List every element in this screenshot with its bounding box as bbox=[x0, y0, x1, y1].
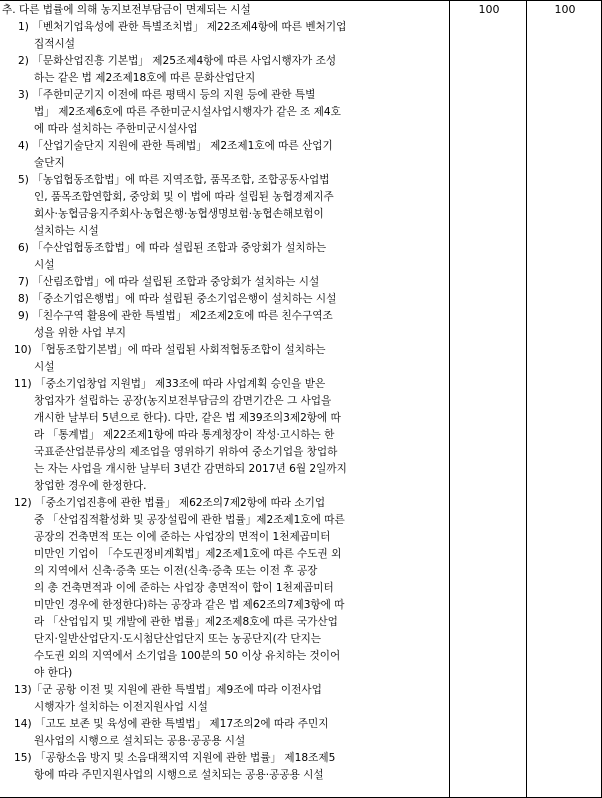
description-line: 12) 「중소기업진흥에 관한 법률」 제62조의7제2항에 따라 소기업 bbox=[14, 497, 326, 509]
description-line: 개시한 날부터 5년으로 한다). 다만, 같은 법 제39조의3제2항에 따 bbox=[34, 412, 341, 424]
description-line: 법」 제2조제6호에 따른 주한미군시설사업시행자가 같은 조 제4호 bbox=[34, 106, 341, 118]
column-divider-a bbox=[526, 1, 527, 797]
value-cell-a: 100 bbox=[478, 3, 500, 16]
description-line: 미만인 경우에 한정한다)하는 공장과 같은 법 제62조의7제3항에 따 bbox=[34, 599, 345, 611]
description-line: 5) 「농업협동조합법」에 따른 지역조합, 품목조합, 조합공동사업법 bbox=[18, 174, 330, 186]
description-line: 창업한 경우에 한정한다. bbox=[34, 480, 147, 492]
description-line: 4) 「산업기술단지 지원에 관한 특례법」 제2조제1호에 따른 산업기 bbox=[18, 140, 333, 152]
description-line: 단지·일반산업단지·도시첨단산업단지 또는 농공단지(각 단지는 bbox=[34, 633, 322, 645]
description-line: 국표준산업분류상의 제조업을 영위하기 위하여 중소기업을 창업하 bbox=[34, 446, 338, 458]
description-line: 설치하는 시설 bbox=[34, 225, 99, 237]
description-line: 8) 「중소기업은행법」에 따라 설립된 중소기업은행이 설치하는 시설 bbox=[18, 293, 337, 305]
description-line: 술단지 bbox=[34, 157, 65, 169]
description-line: 의 총 건축면적과 이에 준하는 사업장 총면적이 합이 1천제곱미터 bbox=[34, 582, 334, 594]
description-line: 3) 「주한미군기지 이전에 따른 평택시 등의 지원 등에 관한 특별 bbox=[18, 89, 316, 101]
description-line: 13)「군 공항 이전 및 지원에 관한 특별법」제9조에 따라 이전사업 bbox=[14, 684, 322, 696]
description-line: 원사업의 시행으로 설치되는 공용·공공용 시설 bbox=[34, 735, 246, 747]
description-line: 1) 「벤처기업육성에 관한 특별조치법」 제22조제4항에 따른 벤처기업 bbox=[18, 21, 347, 33]
description-line: 수도권 외의 지역에서 소기업을 100분의 50 이상 유치하는 것이어 bbox=[34, 650, 341, 662]
description-line: 10) 「협동조합기본법」에 따라 설립된 사회적협동조합이 설치하는 bbox=[14, 344, 326, 356]
description-line: 인, 품목조합연합회, 중앙회 및 이 법에 따라 설립된 농협경제지주 bbox=[34, 191, 334, 203]
description-line: 11) 「중소기업창업 지원법」 제33조에 따라 사업계획 승인을 받은 bbox=[14, 378, 326, 390]
description-line: 6) 「수산업협동조합법」에 따라 설립된 조합과 중앙회가 설치하는 bbox=[18, 242, 327, 254]
description-line: 15) 「공항소음 방지 및 소음대책지역 지원에 관한 법률」 제18조제5 bbox=[14, 752, 336, 764]
description-line: 의 지역에서 신축·증축 또는 이전(신축·증축 또는 이전 후 공장 bbox=[34, 565, 318, 577]
description-line: 항에 따라 주민지원사업의 시행으로 설치되는 공용·공공용 시설 bbox=[34, 769, 324, 781]
description-line: 7) 「산림조합법」에 따라 설립된 조합과 중앙회가 설치하는 시설 bbox=[18, 276, 320, 288]
description-line: 에 따라 설치하는 주한미군시설사업 bbox=[34, 123, 198, 135]
section-heading: 추. 다른 법률에 의해 농지보전부담금이 면제되는 시설 bbox=[2, 4, 251, 16]
description-line: 시행자가 설치하는 이전지원사업 시설 bbox=[34, 701, 208, 713]
description-line: 창업자가 설립하는 공장(농지보전부담금의 감면기간은 그 사업을 bbox=[34, 395, 332, 407]
description-line: 성을 위한 사업 부지 bbox=[34, 327, 126, 339]
description-line: 집적시설 bbox=[34, 38, 75, 50]
description-line: 미만인 기업이 「수도권정비계획법」제2조제1호에 따른 수도권 외 bbox=[34, 548, 342, 560]
description-line: 야 한다) bbox=[34, 667, 73, 679]
description-line: 회사·농협금융지주회사·농협은행·농협생명보험·농협손해보험이 bbox=[34, 208, 324, 220]
description-line: 14) 「고도 보존 및 육성에 관한 특별법」 제17조의2에 따라 주민지 bbox=[14, 718, 329, 730]
value-cell-b: 100 bbox=[554, 3, 576, 16]
description-line: 라 「산업입지 및 개발에 관한 법률」제2조제8호에 따른 국가산업 bbox=[34, 616, 338, 628]
description-line: 공장의 건축면적 또는 이에 준하는 사업장의 면적이 1천제곱미터 bbox=[34, 531, 331, 543]
description-line: 하는 같은 법 제2조제18호에 따른 문화산업단지 bbox=[34, 72, 256, 84]
description-line: 시설 bbox=[34, 361, 55, 373]
description-line: 라 「통계법」 제22조제1항에 따라 통계청장이 작성·고시하는 한 bbox=[34, 429, 335, 441]
description-line: 는 자는 사업을 개시한 날부터 3년간 감면하되 2017년 6월 2일까지 bbox=[34, 463, 347, 475]
description-line: 중 「산업집적활성화 및 공장설립에 관한 법률」제2조제1호에 따른 bbox=[34, 514, 345, 526]
description-line: 2) 「문화산업진흥 기본법」 제25조제4항에 따른 사업시행자가 조성 bbox=[18, 55, 337, 67]
description-line: 시설 bbox=[34, 259, 55, 271]
description-line: 9) 「친수구역 활용에 관한 특별법」 제2조제2호에 따른 친수구역조 bbox=[18, 310, 333, 322]
column-divider-main bbox=[449, 1, 450, 797]
